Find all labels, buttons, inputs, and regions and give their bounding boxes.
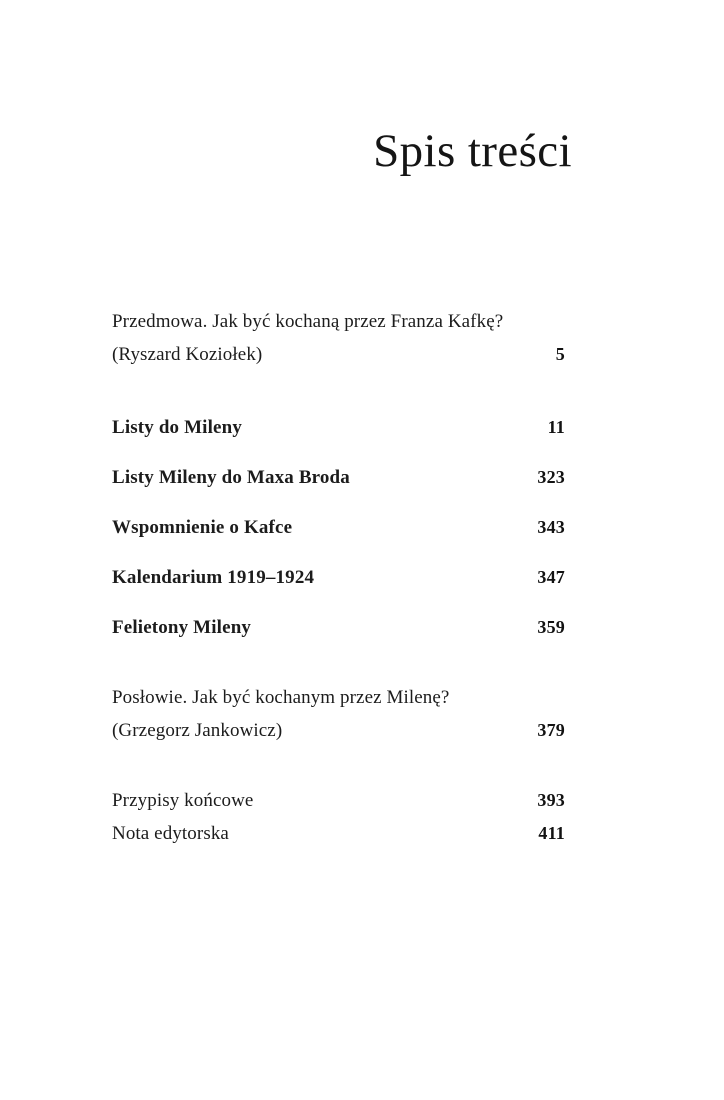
toc-entry-author: (Ryszard Koziołek) (112, 344, 263, 365)
toc-entry-title: Przedmowa. Jak być kochaną przez Franza Kafkę? (112, 311, 504, 332)
toc-entry-row (112, 561, 565, 594)
toc-entry-title: Listy Mileny do Maxa Broda (112, 467, 350, 488)
page-title-text: Spis treści (373, 125, 572, 178)
toc-entry-row (112, 817, 565, 850)
toc-entry-page-number: 393 (537, 790, 565, 810)
toc-entry-title: Kalendarium 1919–1924 (112, 567, 315, 588)
toc-entry-row (112, 511, 565, 544)
toc-entry-title: Felietony Mileny (112, 617, 252, 638)
toc-entry-page-number: 5 (555, 344, 565, 364)
toc-entry[interactable] (112, 461, 565, 494)
toc-entry-page-number: 359 (537, 617, 565, 637)
toc-entry-title: Nota edytorska (112, 823, 229, 844)
toc-entry-title: Wspomnienie o Kafce (112, 517, 293, 538)
toc-entry-row (112, 338, 565, 371)
toc-entry-page-number: 347 (537, 567, 565, 587)
toc-entry-page-number: 379 (537, 720, 565, 740)
toc-entry-title: Listy do Mileny (112, 417, 242, 438)
toc-entry[interactable] (112, 511, 565, 544)
toc-entry-page-number: 411 (538, 823, 565, 843)
toc-entry[interactable] (112, 411, 565, 444)
toc-entry-row (112, 784, 565, 817)
toc-entry-page-number: 11 (547, 417, 565, 437)
toc-entry[interactable] (112, 611, 565, 644)
toc-entry-list (112, 305, 565, 850)
toc-entry-title: Posłowie. Jak być kochanym przez Milenę? (112, 687, 450, 708)
toc-entry-row (112, 411, 565, 444)
toc-entry-row (112, 461, 565, 494)
toc-entry[interactable] (112, 784, 565, 817)
page-title (0, 127, 572, 176)
toc-entry[interactable] (112, 305, 565, 371)
toc-entry[interactable] (112, 561, 565, 594)
toc-entry-page-number: 343 (537, 517, 565, 537)
toc-entry-page-number: 323 (537, 467, 565, 487)
toc-entry[interactable] (112, 681, 565, 747)
toc-entry[interactable] (112, 817, 565, 850)
toc-entry-row (112, 611, 565, 644)
toc-entry-title: Przypisy końcowe (112, 790, 254, 811)
toc-entry-author: (Grzegorz Jankowicz) (112, 720, 283, 741)
toc-entry-row (112, 714, 565, 747)
